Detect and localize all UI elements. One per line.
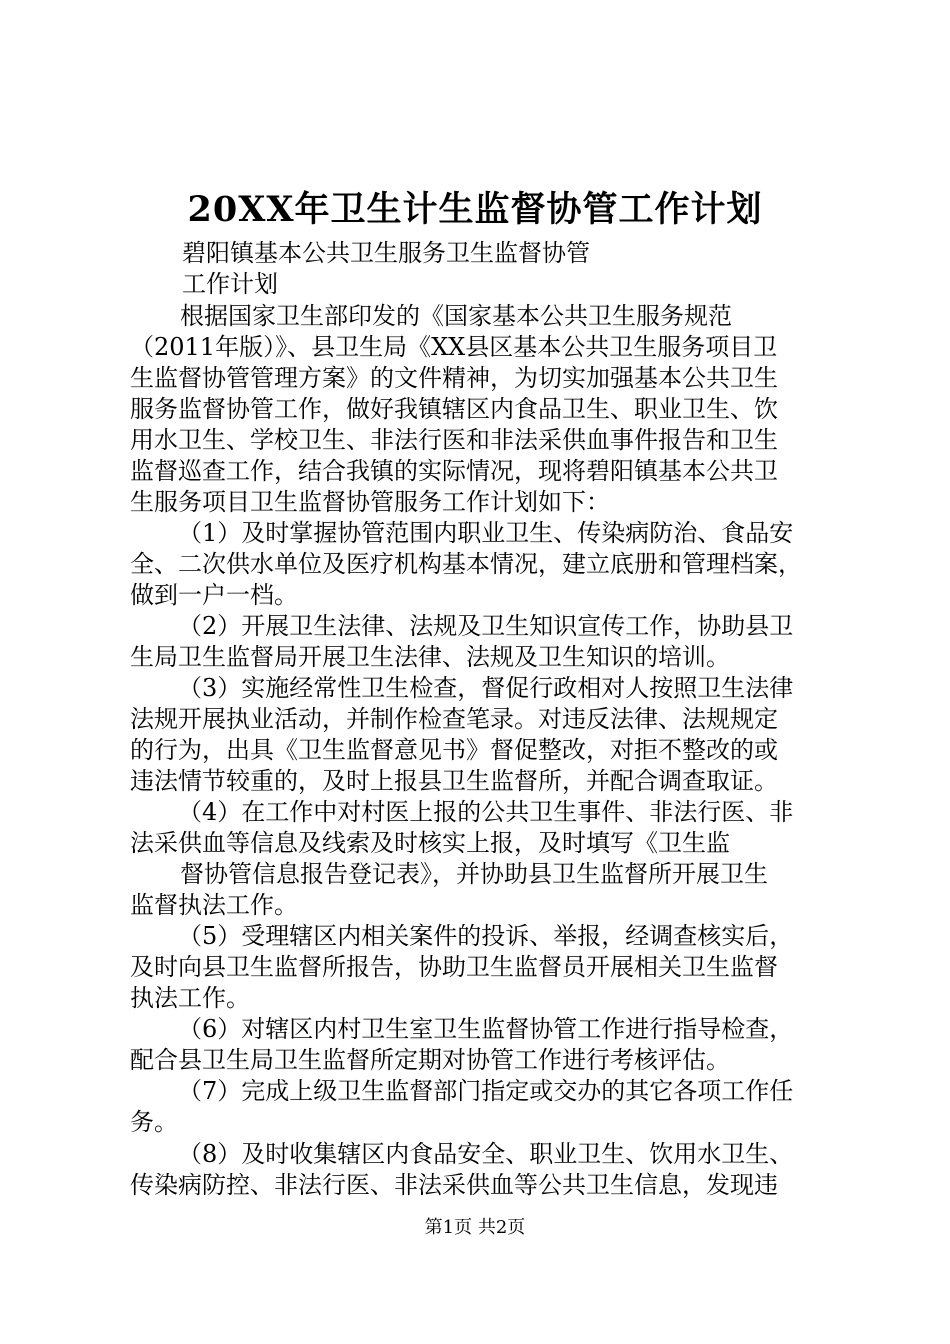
intro-line: 服务监督协管工作，做好我镇辖区内食品卫生、职业卫生、饮 (130, 395, 778, 423)
intro-line: 生服务项目卫生监督协管服务工作计划如下： (130, 488, 610, 516)
item-line: 法规开展执业活动，并制作检查笔录。对违反法律、法规规定 (130, 705, 778, 733)
item-line: （6）对辖区内村卫生室卫生监督协管工作进行指导检查， (178, 1015, 794, 1043)
item-line: （2）开展卫生法律、法规及卫生知识宣传工作，协助县卫 (178, 612, 794, 640)
item-line: 做到一户一档。 (130, 581, 298, 609)
document-title: 20XX年卫生计生监督协管工作计划 (187, 189, 763, 230)
item-line: 务。 (130, 1108, 178, 1136)
item-line: 法采供血等信息及线索及时核实上报，及时填写《卫生监 (130, 829, 730, 857)
item-line: （5）受理辖区内相关案件的投诉、举报，经调查核实后， (178, 922, 794, 950)
intro-line: 根据国家卫生部印发的《国家基本公共卫生服务规范 (180, 302, 732, 330)
item-line: （4）在工作中对村医上报的公共卫生事件、非法行医、非 (178, 798, 794, 826)
subtitle-line: 碧阳镇基本公共卫生服务卫生监督协管 (182, 239, 590, 267)
item-line: （7）完成上级卫生监督部门指定或交办的其它各项工作任 (178, 1077, 794, 1105)
intro-line: 监督巡查工作，结合我镇的实际情况，现将碧阳镇基本公共卫 (130, 457, 778, 485)
item-line: （3）实施经常性卫生检查，督促行政相对人按照卫生法律 (178, 674, 794, 702)
item-line: 违法情节较重的，及时上报县卫生监督所，并配合调查取证。 (130, 767, 778, 795)
item-line: 督协管信息报告登记表》，并协助县卫生监督所开展卫生 (180, 860, 768, 888)
item-line: 配合县卫生局卫生监督所定期对协管工作进行考核评估。 (130, 1046, 730, 1074)
item-line: 的行为，出具《卫生监督意见书》督促整改，对拒不整改的或 (130, 736, 778, 764)
item-line: 及时向县卫生监督所报告，协助卫生监督员开展相关卫生监督 (130, 953, 778, 981)
intro-line: （2011年版）》、县卫生局《XX县区基本公共卫生服务项目卫 (130, 333, 778, 361)
intro-line: 用水卫生、学校卫生、非法行医和非法采供血事件报告和卫生 (130, 426, 778, 454)
item-line: 监督执法工作。 (130, 891, 298, 919)
intro-line: 生监督协管管理方案》的文件精神，为切实加强基本公共卫生 (130, 364, 778, 392)
item-line: 全、二次供水单位及医疗机构基本情况，建立底册和管理档案， (130, 550, 802, 578)
subtitle-line: 工作计划 (182, 270, 278, 298)
item-line: 执法工作。 (130, 984, 250, 1012)
item-line: （8）及时收集辖区内食品安全、职业卫生、饮用水卫生、 (178, 1140, 794, 1168)
page-footer: 第1页 共2页 (424, 1217, 526, 1238)
item-line: （1）及时掌握协管范围内职业卫生、传染病防治、食品安 (178, 519, 794, 547)
item-line: 生局卫生监督局开展卫生法律、法规及卫生知识的培训。 (130, 643, 730, 671)
item-line: 传染病防控、非法行医、非法采供血等公共卫生信息，发现违 (130, 1171, 778, 1199)
